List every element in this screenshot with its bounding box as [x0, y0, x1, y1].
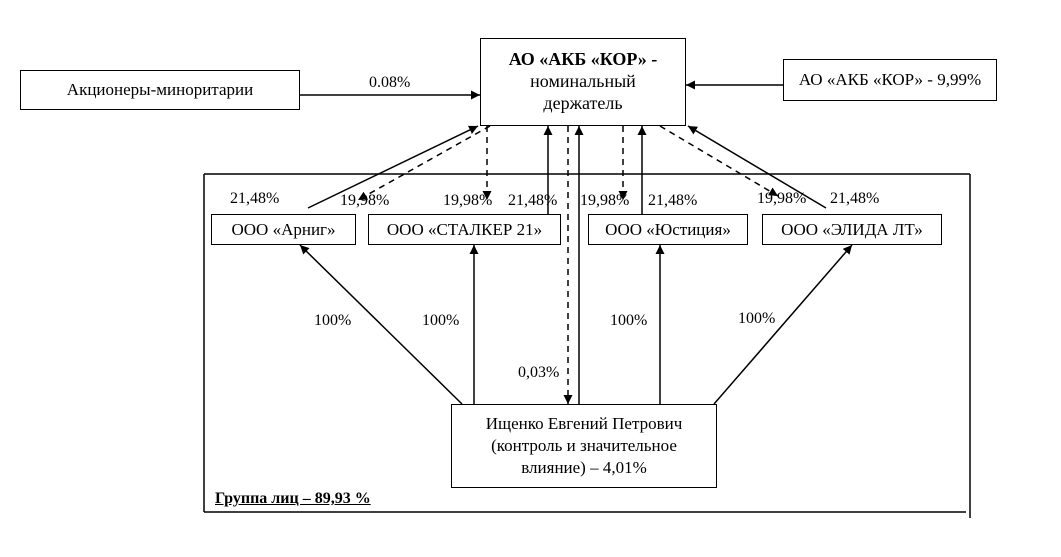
node-ishchenko-line2: (контроль и значительное [491, 435, 677, 455]
node-arnig: ООО «Арниг» [211, 214, 356, 245]
label-akb-to-elida: 19,98% [757, 190, 807, 207]
label-ishchenko-to-justice: 100% [610, 312, 648, 329]
node-justice: ООО «Юстиция» [588, 214, 748, 245]
edge-ishchenko-to-elida [714, 245, 852, 404]
label-ishchenko-to-arnig: 100% [314, 312, 352, 329]
node-akb-kor-nominee-line1: АО «АКБ «КОР» - [508, 49, 658, 70]
node-stalker21: ООО «СТАЛКЕР 21» [368, 214, 561, 245]
node-ishchenko-line3: влияние) – 4,01% [521, 458, 647, 478]
label-minority-to-akb: 0.08% [369, 74, 411, 91]
label-elida-to-akb: 21,48% [830, 190, 880, 207]
node-minority-shareholders: Акционеры-миноритарии [20, 70, 300, 110]
edge-akb-to-arnig [358, 126, 490, 200]
node-akb-kor-nominee-line3: держатель [543, 92, 623, 113]
label-akb-to-ishchenko: 0,03% [518, 364, 560, 381]
node-akb-kor-nominee [480, 38, 686, 126]
node-ishchenko-line1: Ищенко Евгений Петрович [485, 413, 683, 433]
label-ishchenko-to-elida: 100% [738, 310, 776, 327]
label-akb-to-stalker: 19,98% [443, 192, 493, 209]
group-title: Группа лиц – 89,93 % [215, 490, 371, 507]
edge-akb-to-elida [660, 126, 778, 196]
label-akb-to-arnig: 19,98% [340, 192, 390, 209]
label-arnig-to-akb: 21,48% [230, 190, 280, 207]
node-ishchenko [451, 404, 717, 488]
label-stalker-to-akb: 21,48% [508, 192, 558, 209]
label-ishchenko-to-stalker: 100% [422, 312, 460, 329]
label-akb-to-justice: 19,98% [580, 192, 630, 209]
node-elida: ООО «ЭЛИДА ЛТ» [762, 214, 942, 245]
node-akb-kor-nominee-line2: номинальный [530, 71, 636, 92]
node-akb-kor-own: АО «АКБ «КОР» - 9,99% [783, 59, 997, 101]
label-justice-to-akb: 21,48% [648, 192, 698, 209]
